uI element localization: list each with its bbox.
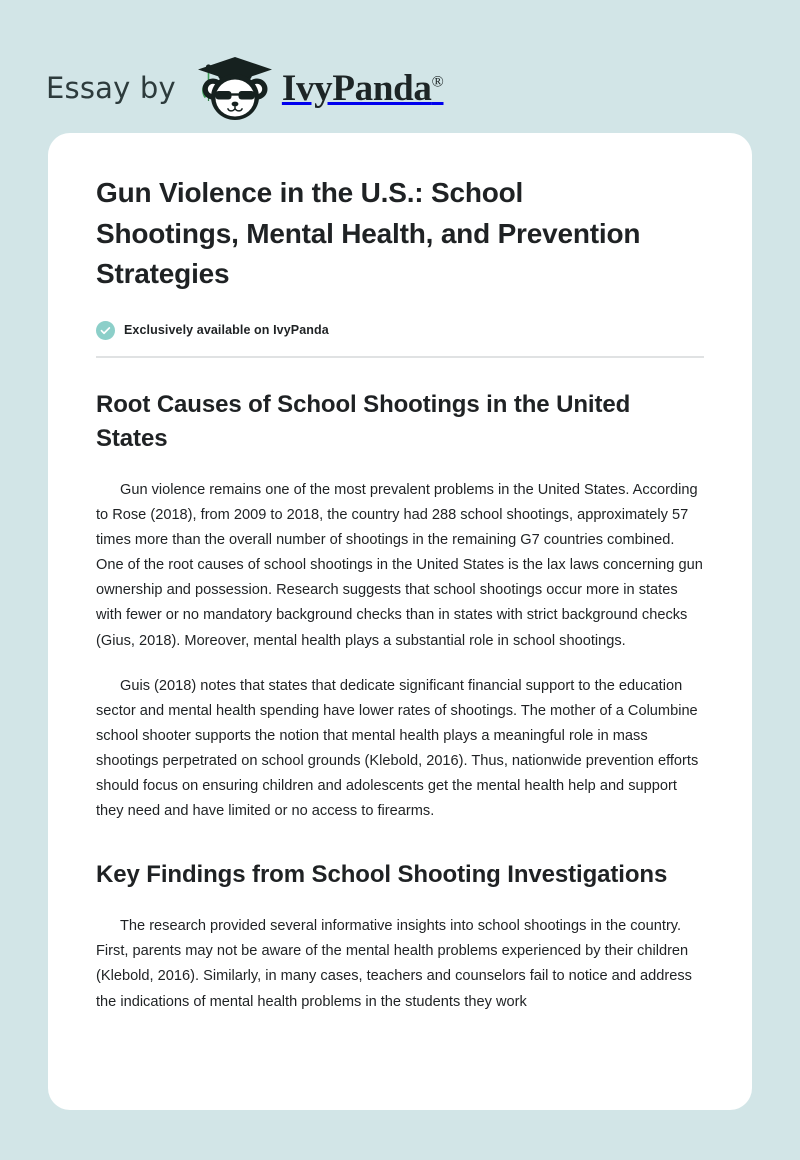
section-key-findings [96, 858, 704, 1014]
section-heading: Key Findings from School Shooting Investigations [96, 861, 668, 889]
page-title: Gun Violence in the U.S.: School Shootings, Mental Health, and Prevention Strategies [96, 177, 641, 290]
panda-graduate-logo-icon [194, 53, 282, 123]
ivypanda-logo-link[interactable] [194, 53, 444, 123]
exclusivity-label: Exclusively available on IvyPanda [124, 323, 329, 338]
section-root-causes [96, 388, 704, 824]
brand-wordmark [281, 67, 444, 109]
registered-mark: ® [431, 73, 444, 91]
exclusivity-badge [96, 321, 704, 340]
brand-name-text: IvyPanda [281, 67, 432, 109]
essay-by-label: Essay by [46, 70, 176, 105]
body-paragraph: The research provided several informative insights into school shootings in the country. First, parents may not be aware of the mental health problems experienced by their children (Klebold, 2016). Similarly, in many cases, teachers and counselors fail to notice and address the indications of mental health problems in the students they work [96, 918, 692, 1010]
site-header [0, 0, 800, 133]
section-heading: Root Causes of School Shootings in the United States [96, 390, 631, 452]
title-divider [96, 356, 704, 358]
body-paragraph: Gun violence remains one of the most prevalent problems in the United States. According to Rose (2018), from 2009 to 2018, the country had 288 school shootings, approximately 57 times more than the overall number of shootings in the remaining G7 countries combined. One of the root causes of school shootings in the United States is the lax laws concerning gun ownership and possession. Research suggests that school shootings occur more in states with fewer or no mandatory background checks than in states with strict background checks (Gius, 2018). Moreover, mental health plays a substantial role in school shootings. [96, 481, 703, 649]
essay-card [48, 133, 752, 1110]
check-circle-icon [96, 321, 115, 340]
body-paragraph: Guis (2018) notes that states that dedicate significant financial support to the education sector and mental health spending have lower rates of shootings. The mother of a Columbine school shooter supports the notion that mental health plays a meaningful role in mass shootings perpetrated on school grounds (Klebold, 2016). Thus, nationwide prevention efforts should focus on ensuring children and adolescents get the mental health help and support they need and have limited or no access to firearms. [96, 677, 699, 820]
